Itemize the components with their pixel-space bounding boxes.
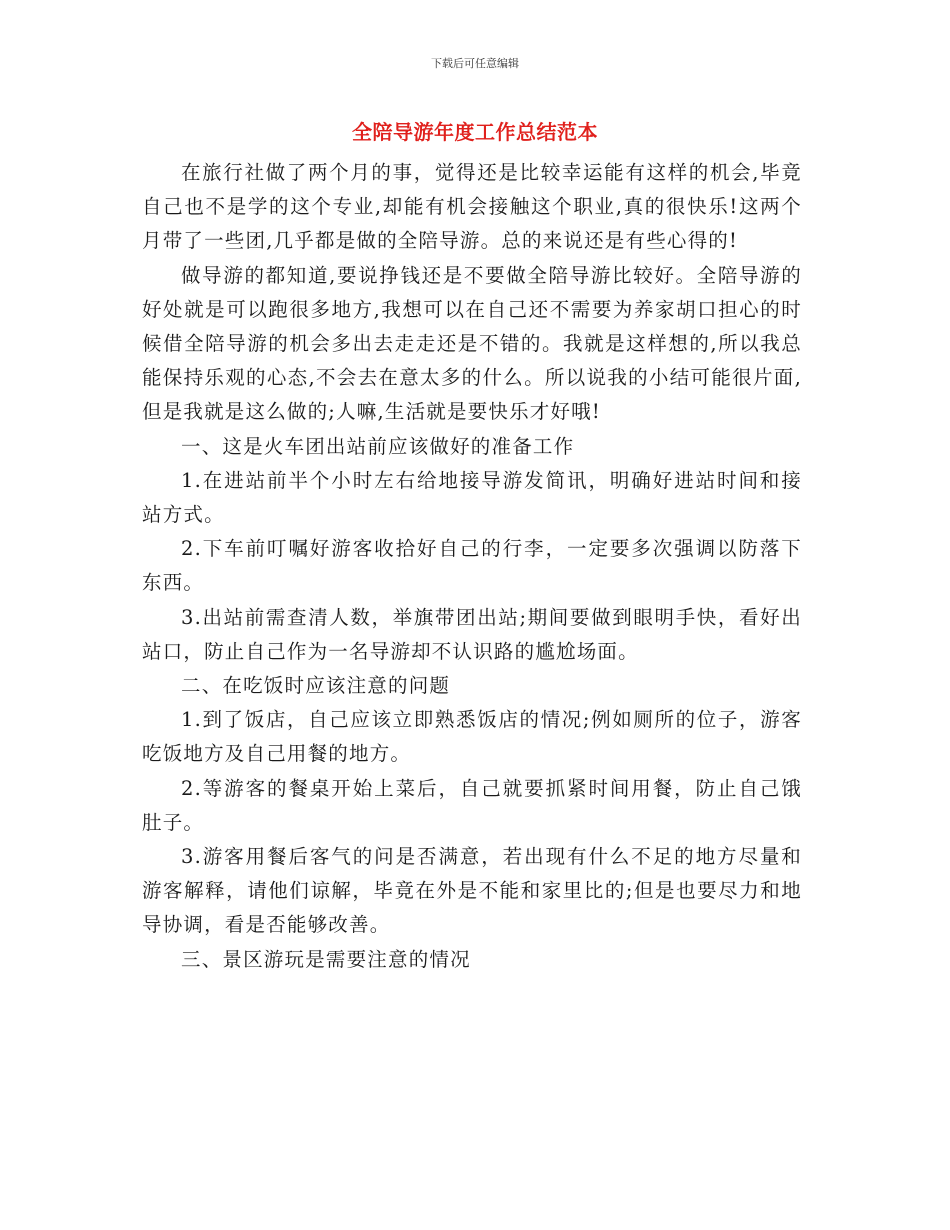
section-heading: 二、在吃饭时应该注意的问题 [181, 674, 451, 698]
document-title: 全陪导游年度工作总结范本 [352, 120, 598, 144]
list-item: 3.出站前需查清人数，举旗带团出站;期间要做到眼明手快，看好出站口，防止自己作为一名导游却不认识路的尴尬场面。 [142, 605, 802, 663]
paragraph: 在旅行社做了两个月的事，觉得还是比较幸运能有这样的机会,毕竟自己也不是学的这个专业,却能有机会接触这个职业,真的很快乐!这两个月带了一些团,几乎都是做的全陪导游。总的来说还是有些心得的! [142, 161, 802, 253]
paragraph: 做导游的都知道,要说挣钱还是不要做全陪导游比较好。全陪导游的好处就是可以跑很多地方,我想可以在自己还不需要为养家胡口担心的时候借全陪导游的机会多出去走走还是不错的。我就是这样想的,所以我总能保持乐观的心态,不会去在意太多的什么。所以说我的小结可能很片面,但是我就是这么做的;人嘛,生活就是要快乐才好哦! [142, 263, 802, 424]
list-item: 2.等游客的餐桌开始上菜后，自己就要抓紧时间用餐，防止自己饿肚子。 [142, 776, 802, 834]
section-heading: 三、景区游玩是需要注意的情况 [181, 947, 471, 971]
list-item: 3.游客用餐后客气的问是否满意，若出现有什么不足的地方尽量和游客解释，请他们谅解，毕竟在外是不能和家里比的;但是也要尽力和地导协调，看是否能够改善。 [142, 845, 802, 937]
header-note: 下载后可任意编辑 [431, 57, 519, 70]
section-heading: 一、这是火车团出站前应该做好的准备工作 [181, 434, 575, 458]
list-item: 1.到了饭店，自己应该立即熟悉饭店的情况;例如厕所的位子，游客吃饭地方及自己用餐的地方。 [142, 708, 802, 766]
list-item: 1.在进站前半个小时左右给地接导游发简讯，明确好进站时间和接站方式。 [142, 468, 802, 527]
list-item: 2.下车前叮嘱好游客收拾好自己的行李，一定要多次强调以防落下东西。 [142, 537, 802, 595]
document-body [142, 156, 802, 977]
